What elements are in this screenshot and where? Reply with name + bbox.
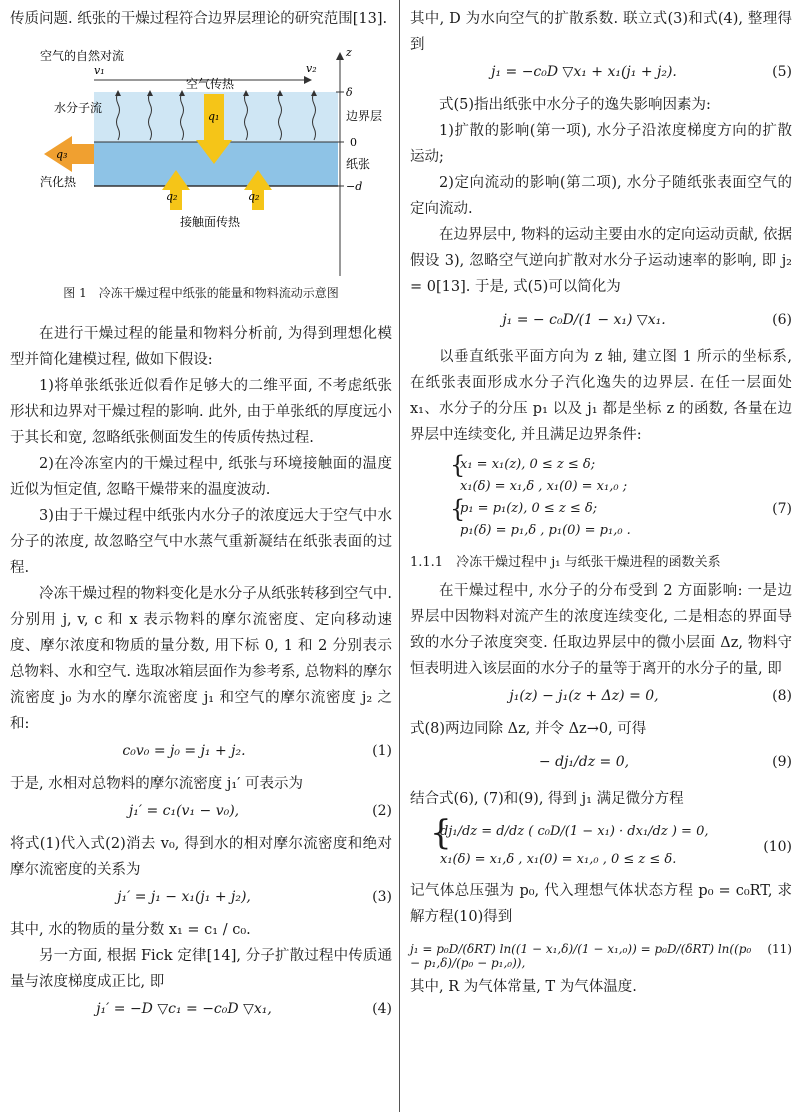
paragraph: 其中, D 为水向空气的扩散系数. 联立式(3)和式(4), 整理得到 (410, 11, 792, 53)
paragraph: 冷冻干燥过程的物料变化是水分子从纸张转移到空气中. 分别用 j, v, c 和 x 表示物料的摩尔流密度、定向移动速度、摩尔浓度和物质的量分数, 用下标 0, 1 和 2 分别表示总物料、水和空气. 选取冰箱层面作为参考系, 总物料的摩尔流密度 j₀ 为水的摩尔流密度 j₁ 和空气的摩尔流密度 j₂ 之和: (10, 586, 392, 732)
paragraph: 2)定向流动的影响(第二项), 水分子随纸张表面空气的定向流动. (410, 175, 792, 217)
label-paper: 纸张 (346, 157, 371, 171)
equation-9: − dj₁/dz = 0, (9) (538, 754, 792, 770)
column-divider (399, 0, 400, 1112)
label-natural-convection: 空气的自然对流 (40, 49, 125, 63)
paragraph: 其中, 水的物质的量分数 x₁ = c₁ / c₀. (10, 922, 251, 938)
label-vapor-heat: 汽化热 (40, 175, 77, 189)
label-v1: v₁ (94, 64, 105, 77)
equation-1: c₀v₀ = j₀ = j₁ + j₂. (1) (122, 743, 392, 759)
equation-11: j₁ = p₀D/(δRT) ln((1 − x₁,δ)/(1 − x₁,₀)) = p₀D/(δRT) ln((p₀ − p₁,δ)/(p₀ − p₁,₀)), (11) (410, 942, 792, 970)
label-air-heat: 空气传热 (186, 77, 235, 91)
label-minus-d: −d (346, 180, 363, 193)
paragraph: 另一方面, 根据 Fick 定律[14], 分子扩散过程中传质通量与浓度梯度成正比, 即 (10, 948, 392, 990)
paragraph: 在边界层中, 物料的运动主要由水的定向运动贡献, 依据假设 3), 忽略空气逆向扩散对水分子运动速率的影响, 即 j₂ = 0[13]. 于是, 式(5)可以简化为 (410, 227, 792, 295)
label-q2-right: q₂ (248, 190, 260, 203)
right-column (410, 0, 792, 1000)
equation-8: j₁(z) − j₁(z + Δz) = 0, (8) (509, 688, 792, 704)
left-column (10, 0, 392, 1029)
label-q2-left: q₂ (166, 190, 178, 203)
label-delta: δ (346, 86, 353, 99)
section-heading: 1.1.1 冷冻干燥过程中 j₁ 与纸张干燥进程的函数关系 (410, 555, 721, 570)
equation-10: { dj₁/dz = d/dz ( c₀D/(1 − x₁) · dx₁/dz ) = 0, x₁(δ) = x₁,δ , x₁(0) = x₁,₀ , 0 ≤ z ≤ δ. (10) (430, 813, 792, 867)
label-water-flow: 水分子流 (54, 101, 103, 115)
assumption-2: 2)在冷冻室内的干燥过程中, 纸张与环境接触面的温度近似为恒定值, 忽略干燥带来的温度波动. (10, 456, 392, 498)
equation-5: j₁ = −c₀D ▽x₁ + x₁(j₁ + j₂). (5) (491, 64, 792, 80)
assumption-1: 1)将单张纸张近似看作足够大的二维平面, 不考虑纸张形状和边界对干燥过程的影响. 此外, 由于单张纸的厚度远小于其长和宽, 忽略纸张侧面发生的传质传热过程. (10, 378, 392, 446)
paragraph: 式(5)指出纸张中水分子的逸失影响因素为: (439, 97, 711, 113)
paragraph: 在进行干燥过程的能量和物料分析前, 为得到理想化模型并简化建模过程, 做如下假设: (10, 326, 392, 368)
paragraph: 记气体总压强为 p₀, 代入理想气体状态方程 p₀ = c₀RT, 求解方程(10)得到 (410, 883, 792, 925)
label-contact-heat: 接触面传热 (180, 215, 241, 229)
label-zero: 0 (350, 136, 357, 149)
energy-flow-diagram (10, 40, 392, 276)
paragraph: 于是, 水相对总物料的摩尔流密度 j₁′ 可表示为 (10, 776, 304, 792)
equation-6: j₁ = − c₀D/(1 − x₁) ▽x₁. (6) (502, 312, 792, 328)
equation-7: { { x₁ = x₁(z), 0 ≤ z ≤ δ; x₁(δ) = x₁,δ , x₁(0) = x₁,₀ ; p₁ = p₁(z), 0 ≤ z ≤ δ; p₁(δ) = p₁,δ , p₁(0) = p₁,₀ . (7) (450, 451, 792, 538)
paragraph: 将式(1)代入式(2)消去 v₀, 得到水的相对摩尔流密度和绝对摩尔流密度的关系为 (10, 836, 392, 878)
assumption-3: 3)由于干燥过程中纸张内水分子的浓度远大于空气中水分子的浓度, 故忽略空气中水蒸气重新凝结在纸张表面的过程. (10, 508, 392, 576)
paragraph: 结合式(6), (7)和(9), 得到 j₁ 满足微分方程 (410, 791, 684, 807)
label-z-axis: z (346, 46, 352, 59)
paragraph: 其中, R 为气体常量, T 为气体温度. (410, 979, 637, 995)
paragraph: 式(8)两边同除 Δz, 并令 Δz→0, 可得 (410, 721, 647, 737)
equation-3: j₁′ = j₁ − x₁(j₁ + j₂), (3) (117, 889, 392, 905)
q3-arrow (44, 136, 94, 172)
figure-1 (10, 40, 392, 276)
figure-caption: 图 1 冷冻干燥过程中纸张的能量和物料流动示意图 (63, 286, 339, 300)
paragraph: 传质问题. 纸张的干燥过程符合边界层理论的研究范围[13]. (10, 11, 388, 27)
equation-4: j₁′ = −D ▽c₁ = −c₀D ▽x₁, (4) (96, 1001, 392, 1017)
label-q1: q₁ (208, 110, 220, 123)
label-boundary-layer: 边界层 (346, 109, 383, 123)
label-v2: v₂ (306, 62, 317, 75)
equation-2: j₁′ = c₁(v₁ − v₀), (2) (128, 803, 392, 819)
paragraph: 1)扩散的影响(第一项), 水分子沿浓度梯度方向的扩散运动; (410, 123, 792, 165)
label-q3: q₃ (56, 148, 68, 161)
paragraph: 在干燥过程中, 水分子的分布受到 2 方面影响: 一是边界层中因物料对流产生的浓度连续变化, 二是相态的界面导致的水分子浓度突变. 任取边界层中的微小层面 Δz, 物料守恒表明进入该层面的水分子的量等于离开的水分子的量, 即 (410, 583, 792, 677)
paragraph: 以垂直纸张平面方向为 z 轴, 建立图 1 所示的坐标系, 在纸张表面形成水分子汽化逸失的边界层. 在任一层面处 x₁、水分子的分压 p₁ 以及 j₁ 都是坐标 z 的函数, 各量在边界层中连续变化, 并且满足边界条件: (410, 349, 792, 443)
